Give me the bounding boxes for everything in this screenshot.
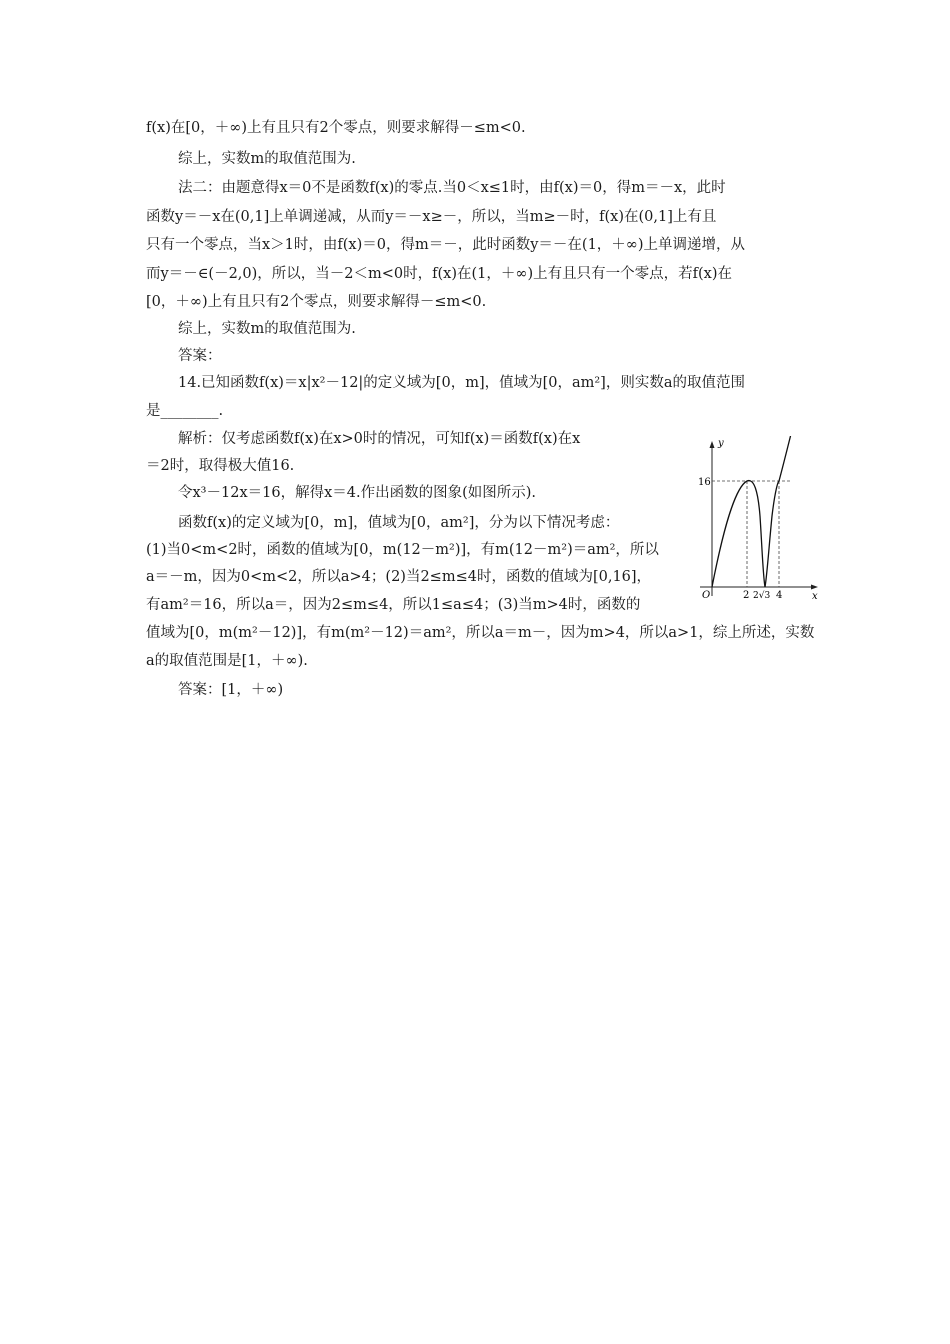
text-line: f(x)在[0，＋∞)上有且只有2个零点，则要求解得－≤m<0. xyxy=(146,120,526,136)
x-tick-4: 4 xyxy=(776,590,783,601)
text-line: 解析：仅考虑函数f(x)在x>0时的情况，可知f(x)＝函数f(x)在x xyxy=(178,431,581,447)
text-line: [0，＋∞)上有且只有2个零点，则要求解得－≤m<0. xyxy=(146,294,487,310)
text-line: 法二：由题意得x＝0不是函数f(x)的零点.当0＜x≤1时，由f(x)＝0，得m＝－x，此时 xyxy=(178,180,726,196)
text-line: 综上，实数m的取值范围为. xyxy=(178,321,356,337)
x-tick-2: 2 xyxy=(743,590,750,601)
text-line: 有am²＝16，所以a＝，因为2≤m≤4，所以1≤a≤4；(3)当m>4时，函数的 xyxy=(146,597,641,613)
origin-label: O xyxy=(702,590,711,601)
text-line: ＝2时，取得极大值16. xyxy=(146,458,295,474)
x-axis-arrow xyxy=(811,585,818,590)
text-line: (1)当0<m<2时，函数的值域为[0，m(12－m²)]，有m(12－m²)＝am²，所以 xyxy=(146,542,659,558)
question-line: 是________. xyxy=(146,403,224,419)
text-line: 令x³－12x＝16，解得x＝4.作出函数的图象(如图所示). xyxy=(178,485,537,501)
x-axis-label: x xyxy=(812,591,818,602)
y-tick-16: 16 xyxy=(698,477,711,488)
text-line: 值域为[0，m(m²－12)]，有m(m²－12)＝am²，所以a＝m－，因为m>4，所以a>1，综上所述，实数 xyxy=(146,625,815,641)
answer-line: 答案：[1，＋∞) xyxy=(178,682,284,698)
text-line: 综上，实数m的取值范围为. xyxy=(178,151,356,167)
text-line: a的取值范围是[1，＋∞). xyxy=(146,653,308,669)
text-line: 只有一个零点，当x＞1时，由f(x)＝0，得m＝－，此时函数y＝－在(1，＋∞)上单调递增，从 xyxy=(146,237,746,253)
text-line: 答案： xyxy=(178,348,222,364)
text-line: 函数y＝－x在(0,1]上单调递减，从而y＝－x≥－，所以，当m≥－时，f(x)在(0,1]上有且 xyxy=(146,209,717,225)
text-line: a＝－m，因为0<m<2，所以a>4；(2)当2≤m≤4时，函数的值域为[0,16]， xyxy=(146,569,652,585)
text-line: 函数f(x)的定义域为[0，m]，值域为[0，am²]，分为以下情况考虑： xyxy=(178,515,620,531)
function-graph xyxy=(688,436,822,604)
x-tick-2sqrt3: 2√3 xyxy=(753,591,771,601)
text-line: 而y＝－∈(－2,0)，所以，当－2＜m<0时，f(x)在(1，＋∞)上有且只有一个零点，若f(x)在 xyxy=(146,266,732,282)
graph-svg xyxy=(688,436,822,604)
y-axis-arrow xyxy=(710,441,715,448)
y-axis-label: y xyxy=(718,438,724,449)
question-line: 14.已知函数f(x)＝x|x²－12|的定义域为[0，m]，值域为[0，am²]，则实数a的取值范围 xyxy=(178,375,745,391)
